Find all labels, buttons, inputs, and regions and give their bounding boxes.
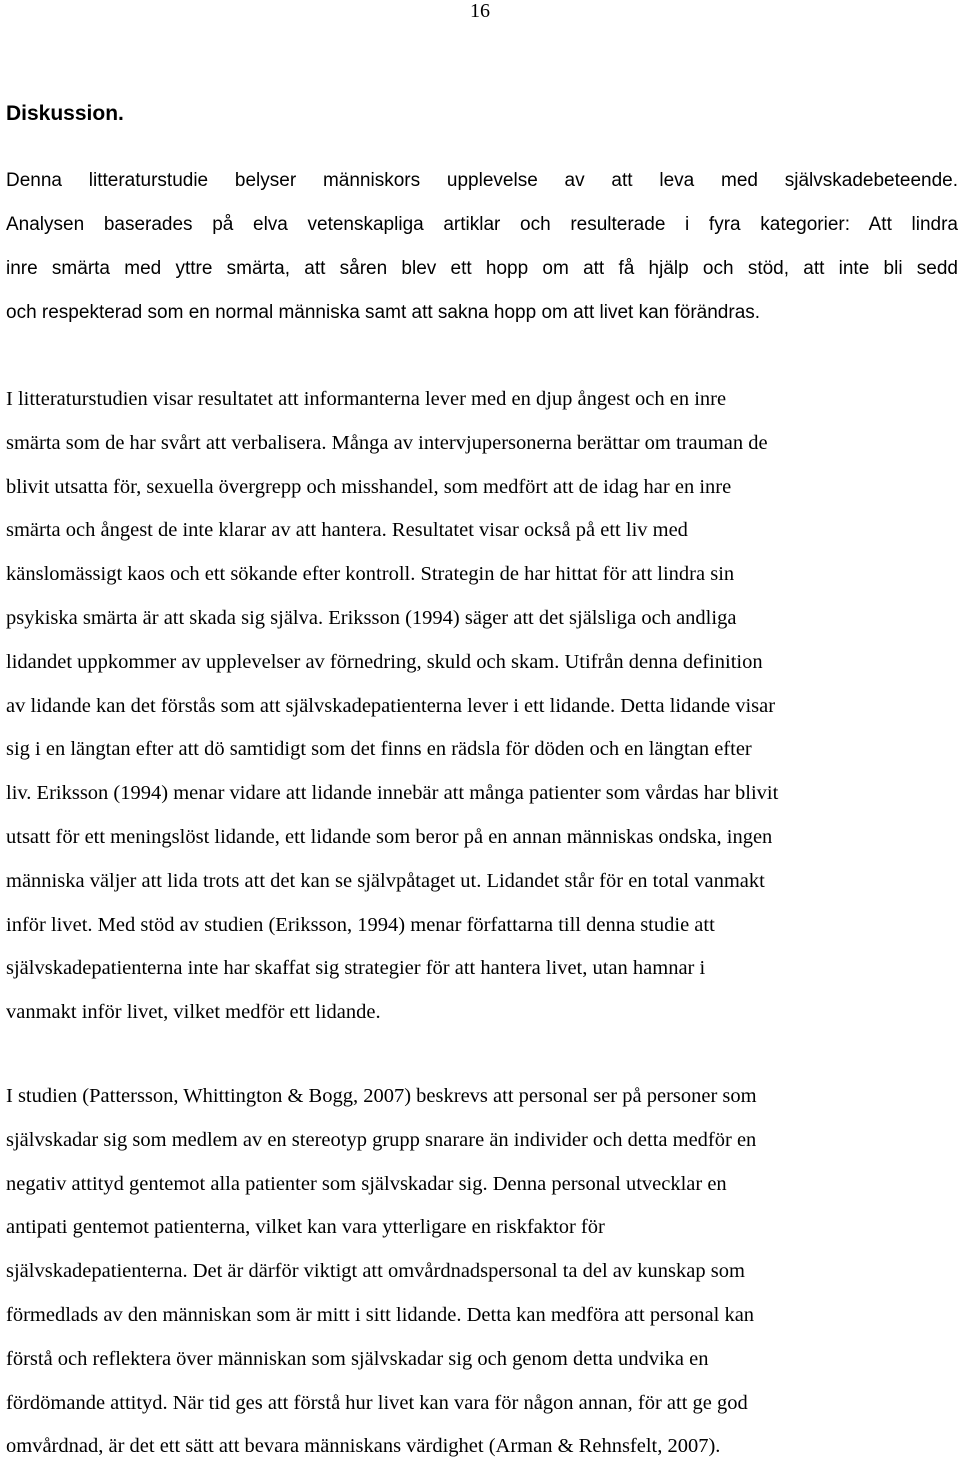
paragraph-line: vanmakt inför livet, vilket medför ett lidande.: [6, 1001, 381, 1024]
section-heading: Diskussion.: [6, 102, 124, 125]
paragraph-line: sig i en längtan efter att dö samtidigt som det finns en rädsla för döden och en längtan efter: [6, 738, 752, 761]
paragraph-line: och respekterad som en normal människa samt att sakna hopp om att livet kan förändras.: [6, 302, 761, 323]
paragraph-line: förmedlads av den människan som är mitt i sitt lidande. Detta kan medföra att personal kan: [6, 1303, 755, 1326]
paragraph-line: I studien (Pattersson, Whittington & Bogg, 2007) beskrevs att personal ser på personer som: [6, 1085, 757, 1107]
paragraph-line: fördömande attityd. När tid ges att förstå hur livet kan vara för någon annan, för att ge god: [6, 1391, 748, 1414]
paragraph-summary: [6, 159, 958, 335]
paragraph-staff-attitudes: [6, 1075, 958, 1469]
page-number: 16: [470, 0, 490, 22]
paragraph-results-discussion: [6, 378, 958, 1035]
paragraph-line: antipati gentemot patienterna, vilket kan vara ytterligare en riskfaktor för: [6, 1216, 605, 1239]
paragraph-line: självskadepatienterna inte har skaffat sig strategier för att hantera livet, utan hamnar i: [6, 957, 706, 980]
paragraph-line: omvårdnad, är det ett sätt att bevara människans värdighet (Arman & Rehnsfelt, 2007).: [6, 1435, 721, 1458]
paragraph-line: av lidande kan det förstås som att självskadepatienterna lever i ett lidande. Detta lidande visar: [6, 694, 776, 717]
paragraph-line: självskadepatienterna. Det är därför viktigt att omvårdnadspersonal ta del av kunskap som: [6, 1260, 745, 1283]
paragraph-line: inre smärta med yttre smärta, att såren blev ett hopp om att få hjälp och stöd, att inte bli sedd: [6, 258, 958, 279]
paragraph-line: förstå och reflektera över människan som självskadar sig och genom detta undvika en: [6, 1347, 709, 1370]
paragraph-line: psykiska smärta är att skada sig själva. Eriksson (1994) säger att det själsliga och andliga: [6, 606, 737, 629]
paragraph-line: liv. Eriksson (1994) menar vidare att lidande innebär att många patienter som vårdas har blivit: [6, 782, 779, 805]
paragraph-line: Denna litteraturstudie belyser människors upplevelse av att leva med självskadebeteende.: [6, 170, 958, 191]
paragraph-line: I litteraturstudien visar resultatet att informanterna lever med en djup ångest och en inre: [6, 388, 727, 410]
paragraph-line: utsatt för ett meningslöst lidande, ett lidande som beror på en annan människas ondska, ingen: [6, 825, 773, 848]
paragraph-line: lidandet uppkommer av upplevelser av förnedring, skuld och skam. Utifrån denna definition: [6, 650, 763, 673]
paragraph-line: Analysen baserades på elva vetenskapliga artiklar och resulterade i fyra kategorier: Att lindra: [6, 214, 958, 235]
paragraph-line: blivit utsatta för, sexuella övergrepp och misshandel, som medfört att de idag har en inre: [6, 475, 732, 498]
paragraph-line: negativ attityd gentemot alla patienter som självskadar sig. Denna personal utvecklar en: [6, 1172, 727, 1195]
paragraph-line: människa väljer att lida trots att det kan se självpåtaget ut. Lidandet står för en total vanmakt: [6, 869, 765, 892]
paragraph-line: självskadar sig som medlem av en stereotyp grupp snarare än individer och detta medför en: [6, 1128, 757, 1151]
paragraph-line: inför livet. Med stöd av studien (Eriksson, 1994) menar författarna till denna studie att: [6, 913, 715, 936]
paragraph-line: smärta och ångest de inte klarar av att hantera. Resultatet visar också på ett liv med: [6, 519, 688, 542]
paragraph-line: smärta som de har svårt att verbalisera. Många av intervjupersonerna berättar om trauman de: [6, 431, 768, 454]
paragraph-line: känslomässigt kaos och ett sökande efter kontroll. Strategin de har hittat för att lindra sin: [6, 563, 735, 586]
